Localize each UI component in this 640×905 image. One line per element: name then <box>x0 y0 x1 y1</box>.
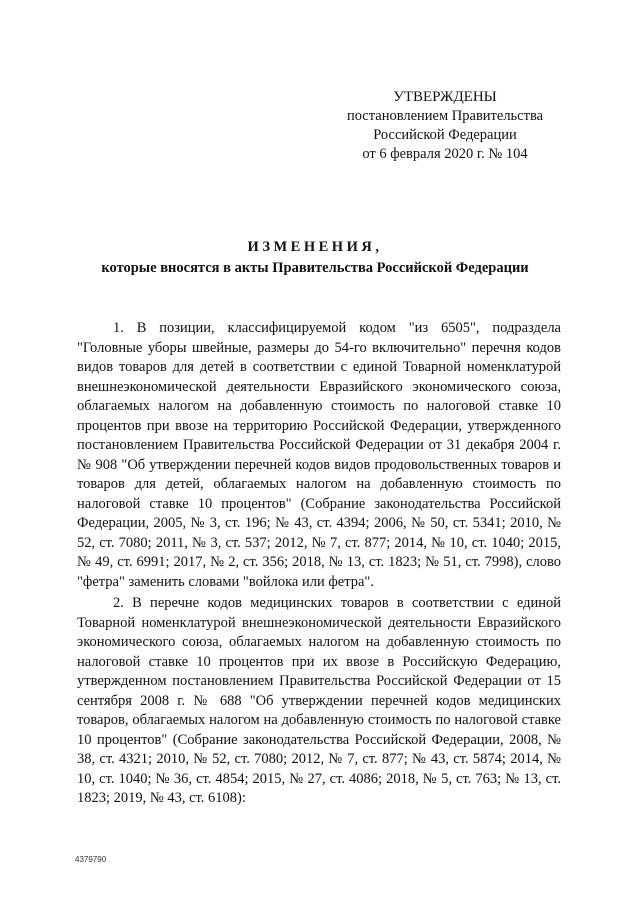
approval-line-decree: постановлением Правительства <box>346 108 544 124</box>
approval-line-government: Российской Федерации <box>373 127 517 143</box>
approval-block <box>330 88 560 164</box>
document-body <box>77 319 561 811</box>
document-title <box>60 237 570 279</box>
footer-document-code: 4379790 <box>75 855 107 864</box>
title-subtitle: которые вносятся в акты Правительства Российской Федерации <box>101 260 529 276</box>
approval-line-date-number: от 6 февраля 2020 г. № 104 <box>362 146 528 162</box>
paragraph-2: 2. В перечне кодов медицинских товаров в соответствии с единой Товарной номенклатурой внешнеэкономической деятельности Евразийского экономического союза, облагаемых налогом на добавленную стоимость по налоговой ставке 10 процентов при их ввозе в Российскую Федерацию, утвержденном постановлением Правительства Российской Федерации от 15 сентября 2008 г. № 688 "Об утверждении перечней кодов медицинских товаров, облагаемых налогом на добавленную стоимость по налоговой ставке 10 процентов" (Собрание законодательства Российской Федерации, 2008, № 38, ст. 4321; 2010, № 52, ст. 7080; 2012, № 7, ст. 877; № 43, ст. 5874; 2014, № 10, ст. 1040; № 36, ст. 4854; 2015, № 27, ст. 4086; 2018, № 5, ст. 763; № 13, ст. 1823; 2019, № 43, ст. 6108): <box>77 595 561 806</box>
paragraph-1: 1. В позиции, классифицируемой кодом "из 6505", подраздела "Головные уборы швейные, размеры до 54-го включительно" перечня кодов видов товаров для детей в соответствии с единой Товарной номенклатурой внешнеэкономической деятельности Евразийского экономического союза, облагаемых налогом на добавленную стоимость по налоговой ставке 10 процентов при ввозе на территорию Российской Федерации, утвержденного постановлением Правительства Российской Федерации от 31 декабря 2004 г. № 908 "Об утверждении перечней кодов видов продовольственных товаров и товаров для детей, облагаемых налогом на добавленную стоимость по налоговой ставке 10 процентов" (Собрание законодательства Российской Федерации, 2005, № 3, ст. 196; № 43, ст. 4394; 2006, № 50, ст. 5341; 2010, № 52, ст. 7080; 2011, № 3, ст. 537; 2012, № 7, ст. 877; 2014, № 10, ст. 1040; 2015, № 49, ст. 6991; 2017, № 2, ст. 356; 2018, № 13, ст. 1823; № 51, ст. 7998), слово "фетра" заменить словами "войлока или фетра". <box>77 320 561 590</box>
approval-heading: УТВЕРЖДЕНЫ <box>393 89 497 105</box>
title-main: ИЗМЕНЕНИЯ, <box>247 239 383 255</box>
